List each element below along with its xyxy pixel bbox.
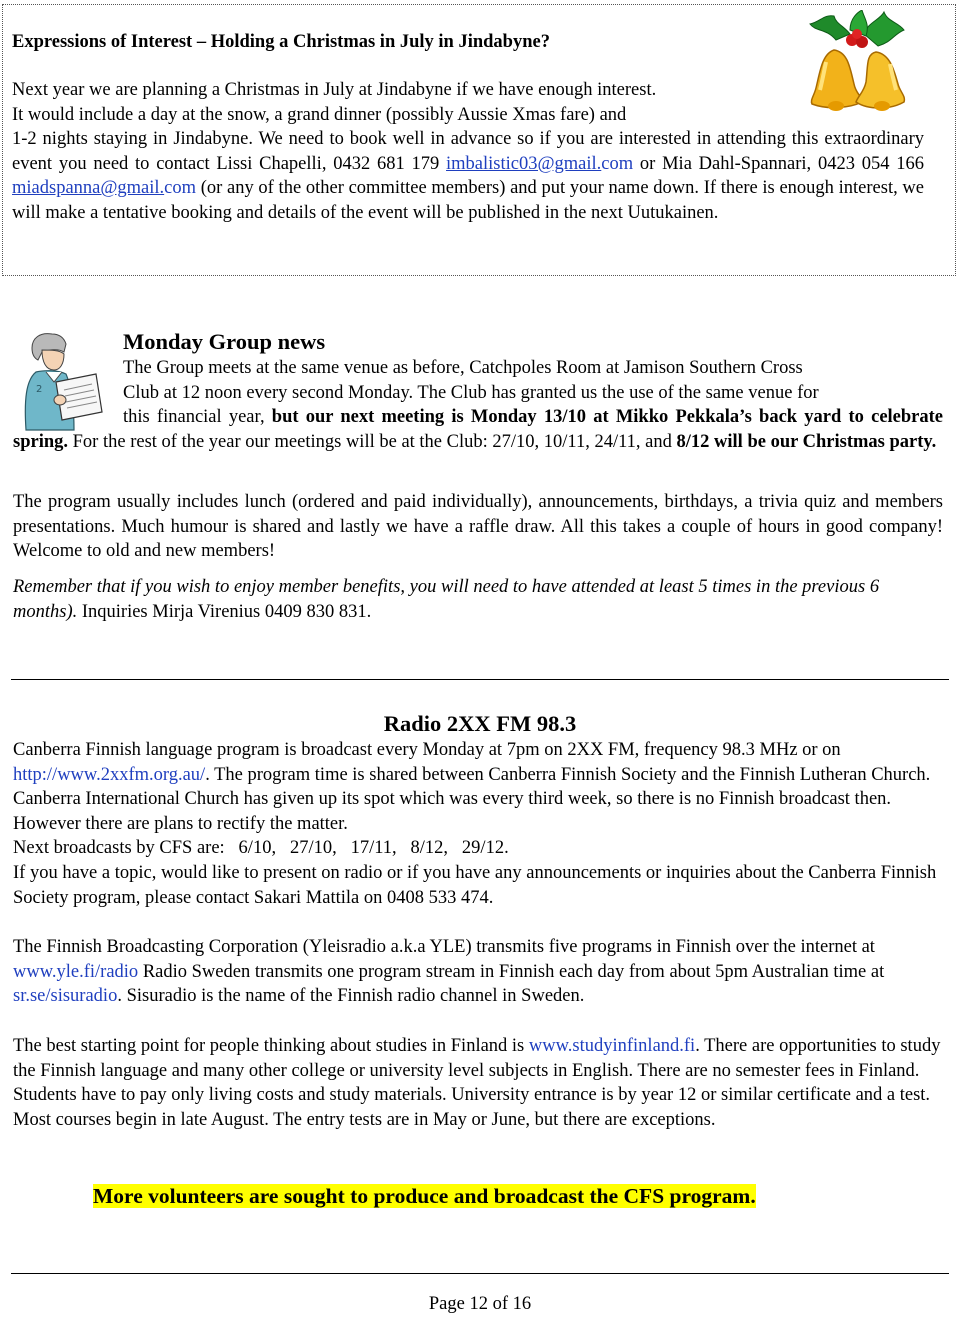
christmas-title: Expressions of Interest – Holding a Christmas in July in Jindabyne? <box>12 32 550 52</box>
radio-body <box>13 738 948 910</box>
svg-text:2: 2 <box>36 384 43 395</box>
study-in-finland-paragraph: The best starting point for people thinking about studies in Finland is www.studyinfinland.fi. There are opportunities to study the Finnish language and many other college or university level subjects in English. There are no semester fees in Finland. Students have to pay only living costs and study materials. University entrance is by year 12 or similar certificate and a test. Most courses begin in late August. The entry tests are in May or June, but there are exceptions. <box>13 1036 941 1130</box>
page-number: Page 12 of 16 <box>428 1294 532 1314</box>
yle-radio-link[interactable]: www.yle.fi/radio <box>13 961 139 982</box>
monday-group-intro: The Group meets at the same venue as before, Catchpoles Room at Jamison Southern Cross Club at 12 noon every second Monday. The Club has granted us the use of the same venue for this financial year, but our next meeting is Monday 13/10 at Mikko Pekkala’s back yard to celebrate spring. For the rest of the year our meetings will be at the Club: 27/10, 10/11, 24/11, and 8/12 will be our Christmas party. <box>13 358 944 452</box>
christmas-line-2: It would include a day at the snow, a grand dinner (possibly Aussie Xmas fare) and <box>12 104 627 125</box>
radio-paragraph-1: Canberra Finnish language program is broadcast every Monday at 7pm on 2XX FM, frequency 98.3 MHz or on http://www.2xxfm.org.au/. The program time is shared between Canberra Finnish Society and the Finnish Lutheran Church. Canberra International Church has given up its spot which was every third week, so there is no Finnish broadcast then. However there are plans to rectify the matter. <box>13 740 931 834</box>
monday-group-title: Monday Group news <box>123 329 326 354</box>
radio-contact: If you have a topic, would like to present on radio or if you have any announcements or inquiries about the Canberra Finnish Society program, please contact Sakari Mattila on 0408 533 474. <box>13 862 937 908</box>
footer-divider <box>11 1273 949 1274</box>
volunteers-highlight: More volunteers are sought to produce and broadcast the CFS program. <box>93 1184 756 1208</box>
christmas-paragraph: 1-2 nights staying in Jindabyne. We need to book well in advance so if you are interested in attending this extraordinary event you need to contact Lissi Chapelli, 0432 681 179 imbalistic03@gmail.com or Mia Dahl-Spannari, 0423 054 166 miadspanna@gmail.com (or any of the other committee members) and put your name down. If there is enough interest, we will make a tentative booking and details of the event will be published in the next Uutukainen. <box>12 129 925 223</box>
radio-yle-paragraph: The Finnish Broadcasting Corporation (Yleisradio a.k.a YLE) transmits five programs in Finnish over the internet at www.yle.fi/radio Radio Sweden transmits one program stream in Finnish each day from about 5pm Australian time at sr.se/sisuradio. Sisuradio is the name of the Finnish radio channel in Sweden. <box>13 937 885 1007</box>
email-link-lissi-com[interactable]: com <box>601 153 634 174</box>
radio-title: Radio 2XX FM 98.3 <box>383 711 577 736</box>
section-divider <box>11 679 949 680</box>
radio-2xx-link[interactable]: http://www.2xxfm.org.au/ <box>13 764 206 785</box>
christmas-line-1: Next year we are planning a Christmas in July at Jindabyne if we have enough interest. <box>12 80 657 100</box>
monday-group-program: The program usually includes lunch (ordered and paid individually), announcements, birthdays, a trivia quiz and members presentations. Much humour is shared and lastly we have a raffle draw. All this takes a couple of hours in good company! Welcome to old and new members! <box>13 492 943 562</box>
study-in-finland-link[interactable]: www.studyinfinland.fi <box>528 1036 696 1056</box>
christmas-body <box>12 78 942 226</box>
monday-group-remember: Remember that if you wish to enjoy member benefits, you will need to have attended at least 5 times in the previous 6 months). Inquiries Mirja Virenius 0409 830 831. <box>13 577 880 622</box>
radio-next-broadcasts: Next broadcasts by CFS are: 6/10, 27/10, 17/11, 8/12, 29/12. <box>13 838 509 859</box>
email-link-mia-com[interactable]: com <box>164 178 197 199</box>
email-link-mia[interactable]: miadspanna@gmail. <box>12 178 165 199</box>
sisuradio-link[interactable]: sr.se/sisuradio <box>13 986 118 1007</box>
email-link-lissi[interactable]: imbalistic03@gmail. <box>446 153 602 174</box>
